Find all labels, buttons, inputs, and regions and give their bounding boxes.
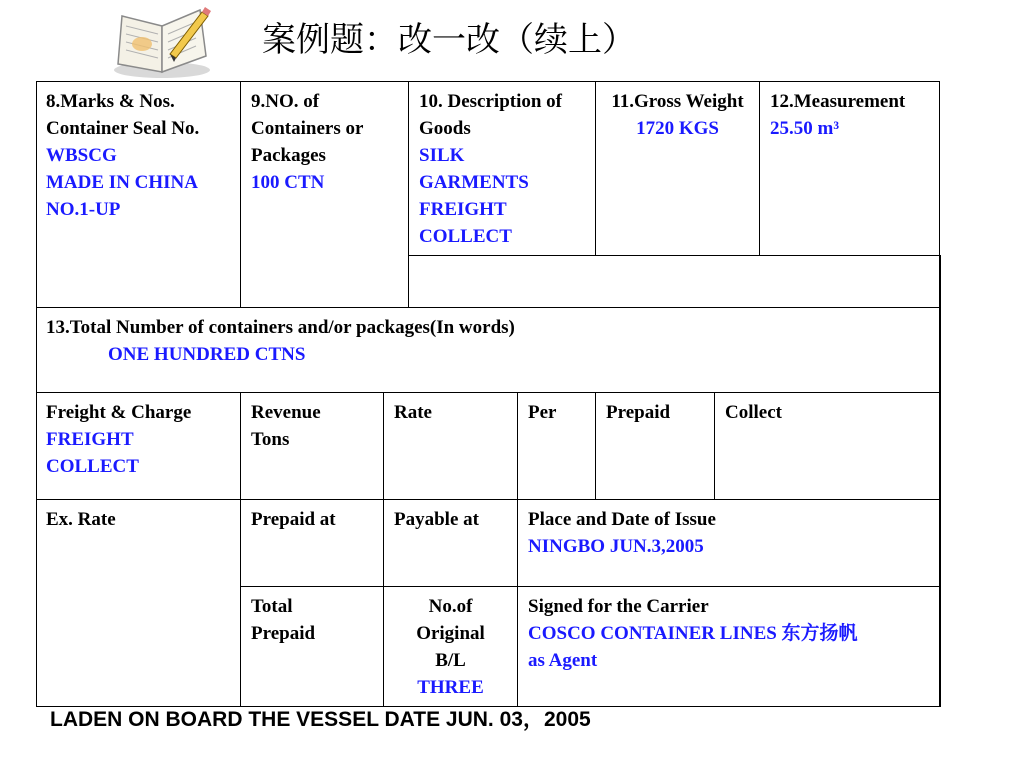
description-label: 10. Description of Goods xyxy=(419,91,563,139)
collect-label: Collect xyxy=(725,402,782,423)
freight-cell xyxy=(36,392,240,480)
place-date-value: NINGBO JUN.3,2005 xyxy=(528,536,704,557)
revenue-tons-label: Revenue Tons xyxy=(251,402,321,450)
rate-label: Rate xyxy=(394,402,432,423)
payable-at-cell xyxy=(384,499,517,533)
description-cell xyxy=(409,81,595,250)
marks-label: 8.Marks & Nos. Container Seal No. xyxy=(46,91,200,139)
ex-rate-cell xyxy=(36,499,240,533)
total-packages-cell xyxy=(36,307,939,368)
signed-label: Signed for the Carrier xyxy=(528,596,709,617)
revenue-tons-cell xyxy=(241,392,361,453)
freight-value: COLLECT xyxy=(46,456,139,477)
containers-cell xyxy=(241,81,401,196)
bill-of-lading-form xyxy=(36,81,940,707)
divider xyxy=(408,255,940,256)
measurement-label: 12.Measurement xyxy=(770,91,906,112)
signed-value: COSCO CONTAINER LINES 东方扬帆 xyxy=(528,623,858,644)
divider xyxy=(939,81,940,255)
total-packages-value: ONE HUNDRED CTNS xyxy=(108,344,306,365)
signed-cell xyxy=(518,586,939,674)
place-date-cell xyxy=(518,499,939,560)
total-prepaid-cell xyxy=(241,586,361,647)
containers-value: 100 CTN xyxy=(251,172,325,193)
collect-cell xyxy=(715,392,939,426)
measurement-cell xyxy=(760,81,939,142)
signed-value: as Agent xyxy=(528,650,598,671)
marks-value: WBSCG xyxy=(46,145,117,166)
description-value: GARMENTS xyxy=(419,172,529,193)
ex-rate-label: Ex. Rate xyxy=(46,509,116,530)
prepaid-at-label: Prepaid at xyxy=(251,509,336,530)
per-cell xyxy=(518,392,595,426)
border-right xyxy=(939,255,941,707)
payable-at-label: Payable at xyxy=(394,509,479,530)
gross-weight-cell xyxy=(596,81,759,142)
rate-cell xyxy=(384,392,517,426)
gross-weight-label: 11.Gross Weight xyxy=(611,91,744,112)
marks-value: NO.1-UP xyxy=(46,199,121,220)
freight-value: FREIGHT xyxy=(46,429,134,450)
prepaid-at-cell xyxy=(241,499,383,533)
description-value: FREIGHT xyxy=(419,199,507,220)
containers-label: 9.NO. of Containers or Packages xyxy=(251,91,364,166)
description-value: SILK xyxy=(419,145,465,166)
total-packages-label: 13.Total Number of containers and/or packages(In words) xyxy=(46,317,515,338)
page-title: 案例题：改一改（续上） xyxy=(262,20,636,60)
freight-label: Freight & Charge xyxy=(46,402,192,423)
marks-value: MADE IN CHINA xyxy=(46,172,198,193)
place-date-label: Place and Date of Issue xyxy=(528,509,716,530)
laden-on-board-note: LADEN ON BOARD THE VESSEL DATE JUN. 03，2005 xyxy=(50,708,591,731)
total-prepaid-label: Total Prepaid xyxy=(251,596,316,644)
prepaid-cell xyxy=(596,392,714,426)
marks-cell xyxy=(36,81,240,223)
gross-weight-value: 1720 KGS xyxy=(636,118,719,139)
original-bl-value: THREE xyxy=(417,677,484,698)
measurement-value: 25.50 m³ xyxy=(770,118,840,139)
open-book-icon xyxy=(108,4,216,84)
per-label: Per xyxy=(528,402,557,423)
prepaid-label: Prepaid xyxy=(606,402,671,423)
original-bl-cell xyxy=(384,586,517,701)
original-bl-label: No.of Original B/L xyxy=(416,596,485,671)
description-value: COLLECT xyxy=(419,226,512,247)
